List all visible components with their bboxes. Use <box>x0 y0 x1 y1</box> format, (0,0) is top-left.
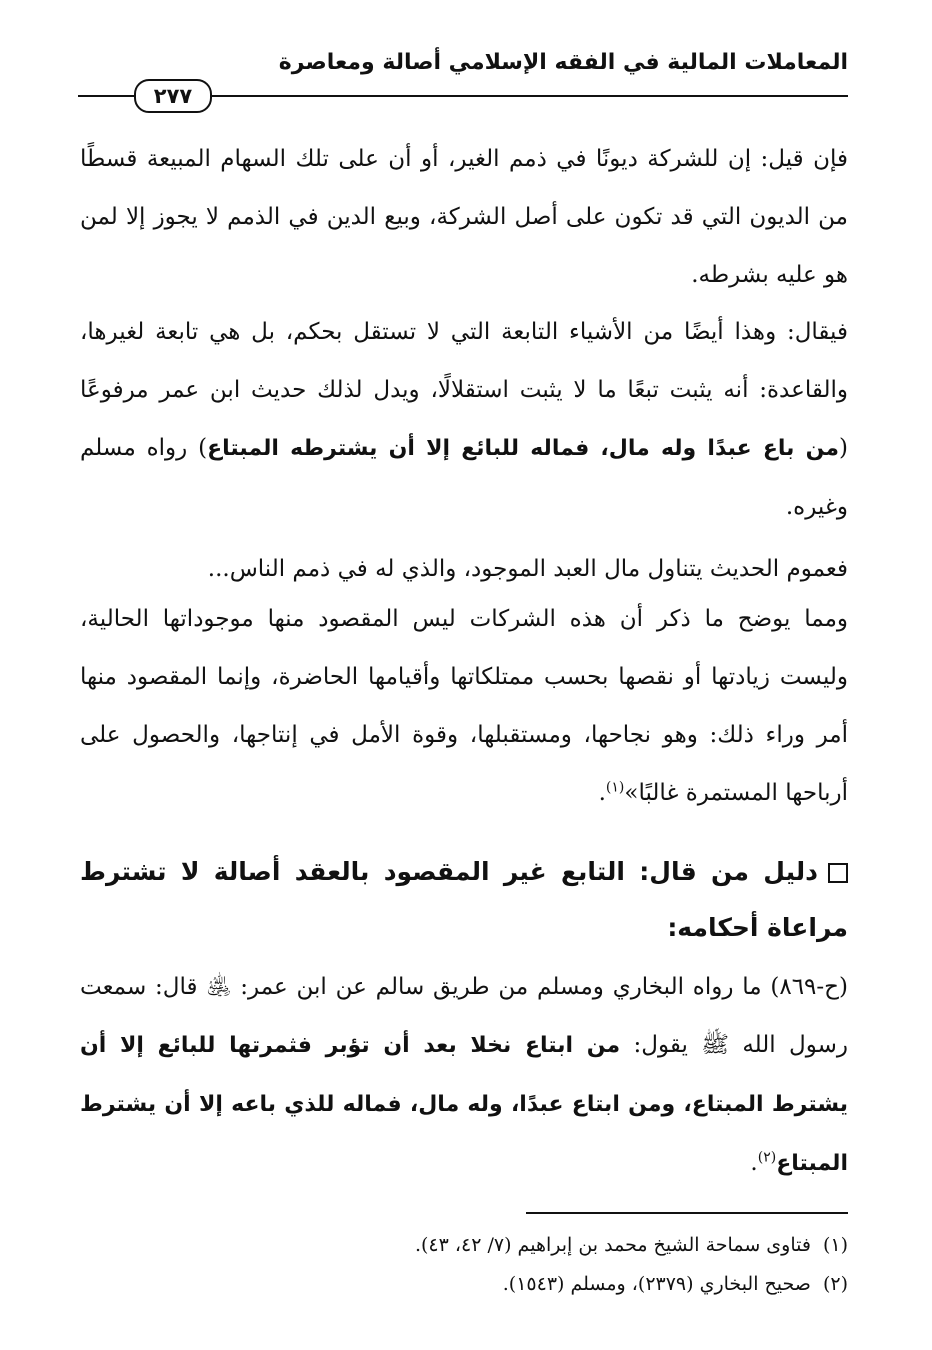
paragraph-hadith-scope: فعموم الحديث يتناول مال العبد الموجود، والذي له في ذمم الناس... <box>207 556 848 582</box>
reply-text: فيقال: وهذا أيضًا من الأشياء التابعة التي لا تستقل بحكم، بل هي تابعة لغيرها، والقاعدة: أنه يثبت تبعًا ما لا يثبت استقلالًا، ويدل لذلك حديث ابن عمر مرفوعًا ( <box>80 319 848 461</box>
footnote-number: (١) <box>822 1234 848 1256</box>
running-title: المعاملات المالية في الفقه الإسلامي أصالة ومعاصرة <box>278 50 848 75</box>
paragraph-evidence <box>80 958 848 1193</box>
square-bullet-icon <box>828 863 848 883</box>
section-heading <box>80 844 848 956</box>
paragraph-reply <box>80 303 848 536</box>
footnote-rule <box>526 1212 848 1214</box>
evidence-end: . <box>750 1150 758 1176</box>
paragraph-clarification <box>80 590 848 822</box>
paragraph-objection: فإن قيل: إن للشركة ديونًا في ذمم الغير، أو أن على تلك السهام المبيعة قسطًا من الديون التي قد تكون على أصل الشركة، وبيع الدين في الذمم لا يجوز إلا لمن هو عليه بشرطه. <box>80 146 848 288</box>
footnotes <box>80 1226 848 1304</box>
page-number: ٢٧٧ <box>134 79 212 113</box>
clarification-text: ومما يوضح ما ذكر أن هذه الشركات ليس المقصود منها موجوداتها الحالية، وليست زيادتها أو نقصها بحسب ممتلكاتها وأقيامها الحاضرة، وإنما المقصود منها أمر وراء ذلك: وهو نجاحها، ومستقبلها، وقوة الأمل في إنتاجها، والحصول على أرباحها المستمرة غالبًا» <box>80 606 848 806</box>
evidence-hadith: من ابتاع نخلا بعد أن تؤبر فثمرتها للبائع إلا أن يشترط المبتاع، ومن ابتاع عبدًا، وله مال، فماله للذي باعه إلا أن يشترط المبتاع <box>80 1033 848 1176</box>
hadith-quote: من باع عبدًا وله مال، فماله للبائع إلا أن يشترطه المبتاع <box>207 436 840 461</box>
footnote <box>80 1226 848 1265</box>
footnote-text: صحيح البخاري (٢٣٧٩)، ومسلم (١٥٤٣). <box>502 1273 811 1295</box>
clarification-end: . <box>598 780 606 806</box>
footnote-text: فتاوى سماحة الشيخ محمد بن إبراهيم (٧/ ٤٢، ٤٣). <box>414 1234 811 1256</box>
footnote-ref-1[interactable]: (١) <box>605 779 625 796</box>
evidence-text: (ح-٨٦٩) ما رواه البخاري ومسلم من طريق سالم عن ابن عمر: ﵁ قال: سمعت رسول الله ﷺ يقول: <box>80 974 848 1058</box>
section-heading-text: دليل من قال: التابع غير المقصود بالعقد أصالة لا تشترط مراعاة أحكامه: <box>80 857 848 942</box>
footnote-ref-2[interactable]: (٢) <box>757 1149 777 1166</box>
reply-text-end: ) رواه مسلم وغيره. <box>80 435 848 520</box>
footnote-number: (٢) <box>822 1273 848 1295</box>
footnote <box>80 1265 848 1304</box>
